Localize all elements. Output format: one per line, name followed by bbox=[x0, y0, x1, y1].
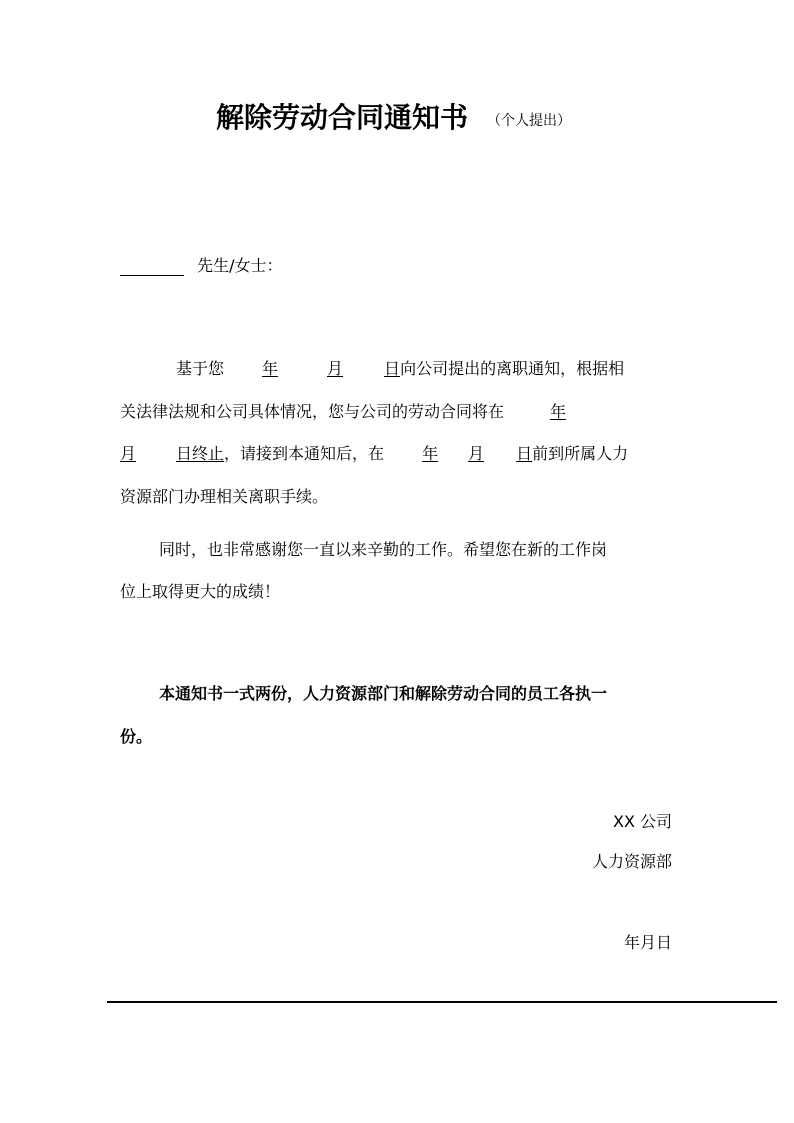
resign-year-label: 年 bbox=[262, 359, 279, 378]
p1-line1-suffix: 向公司提出的离职通知，根据相 bbox=[400, 359, 625, 378]
paragraph1-line1 bbox=[176, 359, 624, 379]
signature-company: XX 公司 bbox=[612, 812, 672, 831]
paragraph2-line1: 同时，也非常感谢您一直以来辛勤的工作。希望您在新的工作岗 bbox=[159, 540, 608, 559]
note-line2: 份。 bbox=[120, 727, 153, 746]
greeting-line bbox=[120, 256, 283, 276]
handover-day-label: 日 bbox=[516, 444, 533, 463]
document-title: 解除劳动合同通知书 bbox=[216, 101, 469, 134]
termination-day-label: 日 bbox=[176, 444, 193, 463]
paragraph1-line3 bbox=[120, 444, 628, 464]
footer-divider bbox=[107, 1001, 777, 1003]
signature-department: 人力资源部 bbox=[591, 852, 672, 871]
document-title-note: （个人提出） bbox=[487, 113, 571, 129]
handover-month-label: 月 bbox=[468, 444, 485, 463]
paragraph1-line2 bbox=[120, 402, 566, 422]
resign-date-field[interactable] bbox=[224, 359, 400, 378]
greeting-suffix: 先生/女士： bbox=[197, 256, 283, 275]
handover-year-label: 年 bbox=[422, 444, 439, 463]
resign-month-label: 月 bbox=[327, 359, 344, 378]
termination-end-text: 终止 bbox=[192, 444, 225, 463]
p1-line2-text: 关法律法规和公司具体情况，您与公司的劳动合同将在 bbox=[120, 402, 505, 421]
paragraph2-line2: 位上取得更大的成绩！ bbox=[120, 582, 281, 601]
termination-year-field[interactable] bbox=[504, 402, 566, 421]
name-blank[interactable] bbox=[120, 259, 184, 276]
termination-date-field[interactable] bbox=[120, 444, 224, 463]
termination-year-label: 年 bbox=[550, 402, 567, 421]
handover-date-field[interactable] bbox=[384, 444, 532, 463]
termination-month-label: 月 bbox=[120, 444, 137, 463]
signature-date: 年月日 bbox=[623, 933, 672, 952]
p1-line3-suffix: 前到所属人力 bbox=[532, 444, 629, 463]
resign-day-label: 日 bbox=[384, 359, 401, 378]
p1-prefix: 基于您 bbox=[176, 359, 225, 378]
p1-line3-mid: ，请接到本通知后，在 bbox=[224, 444, 385, 463]
note-line1: 本通知书一式两份，人力资源部门和解除劳动合同的员工各执一 bbox=[159, 684, 608, 703]
paragraph1-line4: 资源部门办理相关离职手续。 bbox=[120, 487, 329, 506]
